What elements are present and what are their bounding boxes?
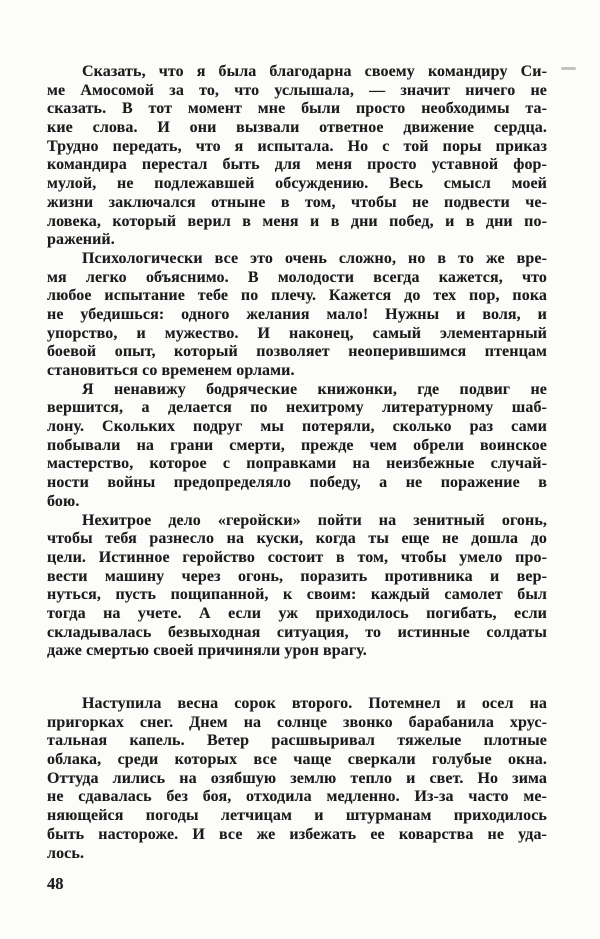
paragraph <box>47 63 547 250</box>
paragraph <box>47 512 547 662</box>
text-line: Нехитрое дело «геройски» пойти на зенитный огонь, <box>82 511 547 529</box>
text-line: облака, среди которых все чаще сверкали голубые окна. <box>47 751 547 769</box>
text-line: Психологически все это очень сложно, но в то же вре- <box>82 249 547 267</box>
text-line: Я ненавижу бодряческие книжонки, где подвиг не <box>82 380 547 398</box>
text-line: Сказать, что я была благодарна своему командиру Си- <box>82 63 547 80</box>
text-line: вершится, а делается по нехитрому литературному шаб- <box>47 399 547 417</box>
text-line: не убедишься: одного желания мало! Нужны и воля, и <box>47 305 547 323</box>
text-line: мулой, не подлежавшей обсуждению. Весь смысл моей <box>47 175 547 193</box>
text-line: ражений. <box>47 231 115 249</box>
text-line: становиться со временем орлами. <box>47 362 295 379</box>
text-line: Оттуда лились на озябшую землю тепло и свет. Но зима <box>47 769 547 787</box>
text-line: Трудно передать, что я испытала. Но с той поры приказ <box>47 137 547 155</box>
page-number: 48 <box>47 874 64 893</box>
text-line: Наступила весна сорок второго. Потемнел и осел на <box>82 695 547 712</box>
text-line: даже смертью своей причиняли урон врагу. <box>47 642 367 660</box>
text-line: тальная капель. Ветер расшвыривал тяжелые плотные <box>47 732 547 750</box>
text-line: ме Амосомой за то, что услышала, — значит ничего не <box>47 81 547 99</box>
text-line: ности войны предопределяло победу, а не поражение в <box>47 474 547 492</box>
text-line: командира перестал быть для меня просто уставной фор- <box>47 156 547 174</box>
text-line: няющейся погоды летчицам и штурманам приходилось <box>47 807 547 825</box>
text-line: лону. Скольких подруг мы потеряли, сколько раз сами <box>47 418 547 436</box>
paragraph <box>47 381 547 512</box>
text-line: вести машину через огонь, поразить противника и вер- <box>47 567 547 585</box>
text-line: побывали на грани смерти, прежде чем обрели воинское <box>47 436 547 454</box>
text-line: сказать. В тот момент мне были просто необходимы та- <box>47 100 547 118</box>
text-line: боевой опыт, который позволяет неоперившимся птенцам <box>47 343 547 361</box>
text-line: мя легко объяснимо. В молодости всегда кажется, что <box>47 268 547 286</box>
scan-artifact <box>561 67 576 70</box>
text-line: нуться, пусть пощипанной, к своим: каждый самолет был <box>47 586 547 604</box>
paragraph <box>47 250 547 381</box>
text-line: не сдавалась без боя, отходила медленно. Из-за часто ме- <box>47 788 547 806</box>
page-text <box>47 63 547 863</box>
paragraph <box>47 695 547 863</box>
text-line: любое испытание тебе по плечу. Кажется до тех пор, пока <box>47 287 547 305</box>
text-line: бою. <box>47 492 80 510</box>
text-line: жизни заключался отныне в том, чтобы не подвести че- <box>47 193 547 211</box>
text-line: пригорках снег. Днем на солнце звонко барабанила хрус- <box>47 713 547 731</box>
text-line: ловека, который верил в меня и в дни побед, и в дни по- <box>47 212 547 230</box>
text-line: мастерство, которое с поправками на неизбежные случай- <box>47 455 547 473</box>
text-line: складывалась безвыходная ситуация, то истинные солдаты <box>47 623 547 641</box>
text-line: цели. Истинное геройство состоит в том, чтобы умело про- <box>47 548 547 566</box>
text-line: кие слова. И они вызвали ответное движение сердца. <box>47 119 547 137</box>
text-line: чтобы тебя разнесло на куски, когда ты еще не дошла до <box>47 530 547 548</box>
text-line: быть настороже. И все же избежать ее коварства не уда- <box>47 825 547 843</box>
text-line: лось. <box>47 844 85 862</box>
text-line: тогда на учете. А если уж приходилось погибать, если <box>47 604 547 622</box>
text-line: упорство, и мужество. И наконец, самый элементарный <box>47 324 547 342</box>
